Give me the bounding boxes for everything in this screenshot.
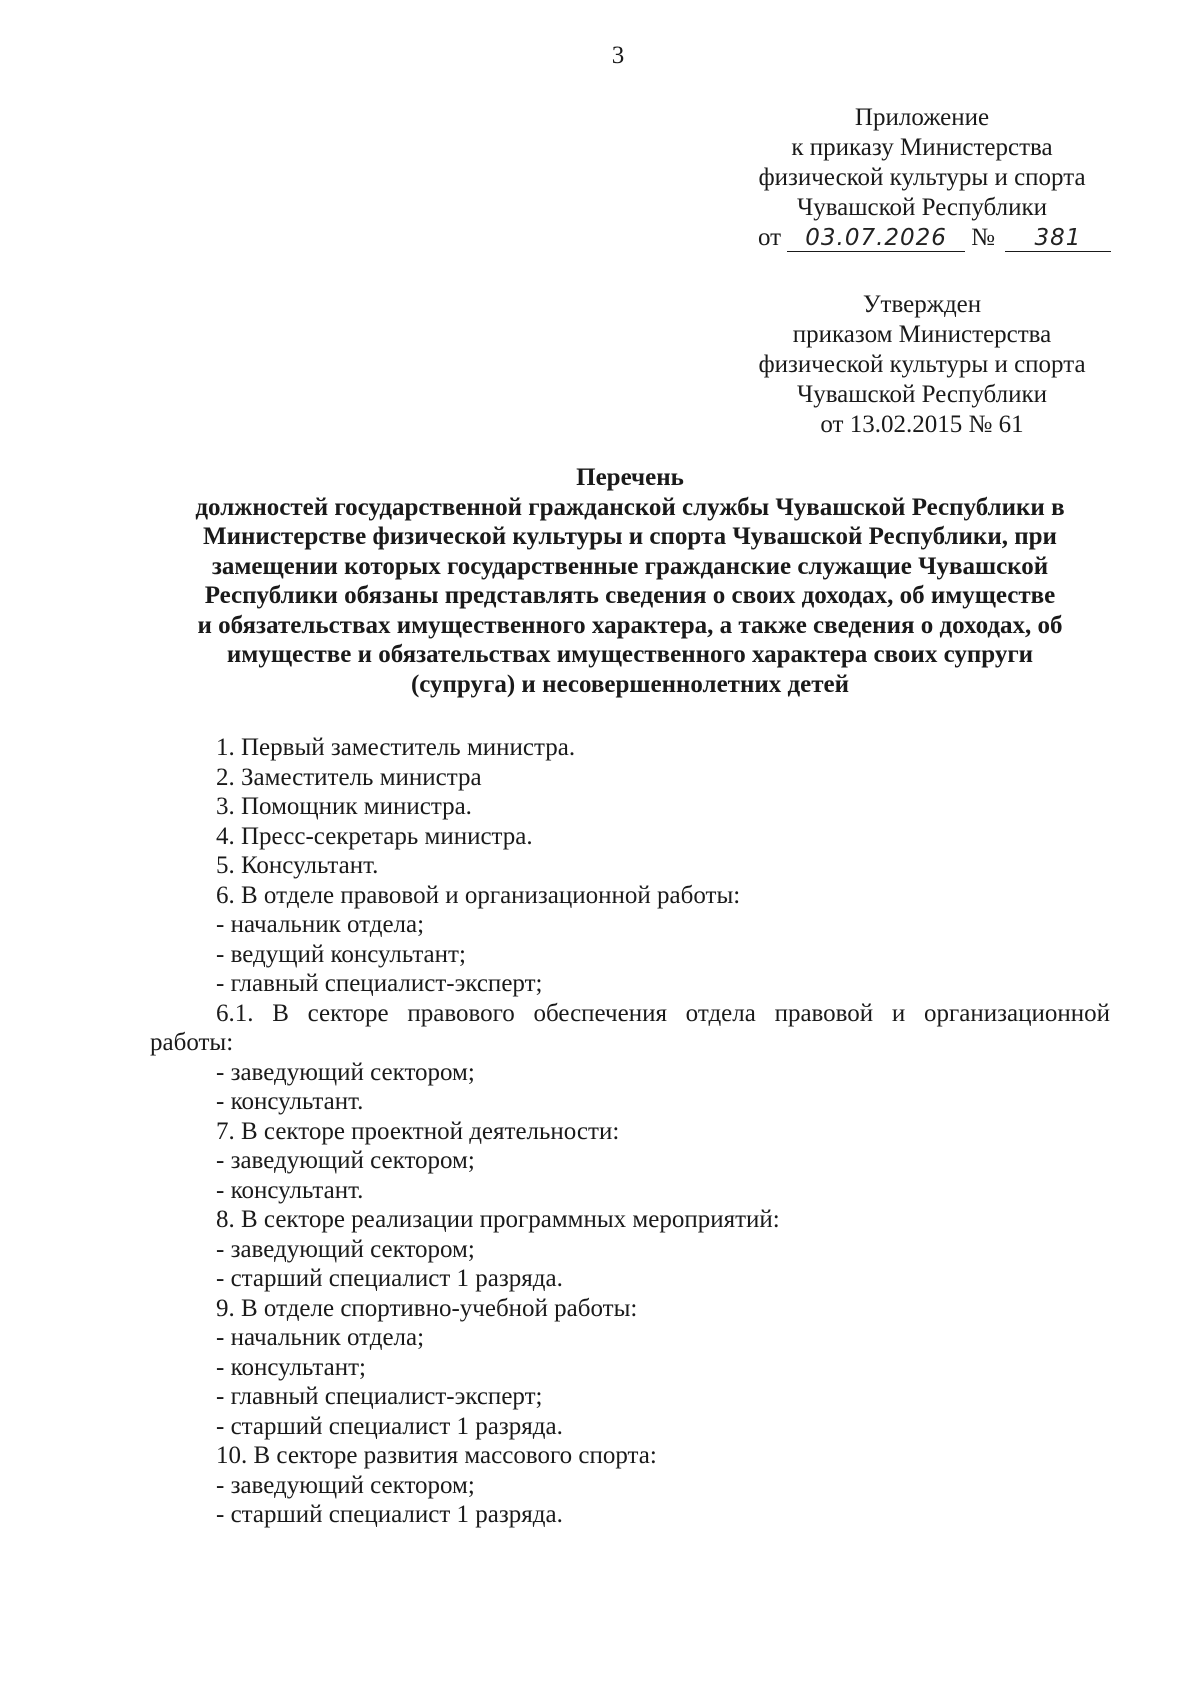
order-number-handwritten: 381: [1005, 225, 1111, 252]
heading-line: (супруга) и несовершеннолетних детей: [410, 670, 850, 698]
heading-title: Перечень: [576, 464, 684, 491]
heading-line: замещении которых государственные гражданские служащие Чувашской: [211, 552, 1049, 580]
order-prefix: от: [758, 224, 782, 251]
list-item: 2. Заместитель министра: [216, 763, 482, 791]
list-item: - заведующий сектором;: [216, 1058, 475, 1086]
heading-line: и обязательствах имущественного характера, а также сведения о доходах, об: [197, 611, 1063, 639]
heading-line: имуществе и обязательствах имущественного характера своих супруги: [226, 641, 1034, 668]
approved-block: [752, 290, 1092, 440]
positions-list: [150, 733, 1110, 1530]
approved-line: Чувашской Республики: [796, 381, 1048, 408]
list-item: - консультант;: [216, 1353, 366, 1381]
appendix-line: Приложение: [854, 104, 990, 131]
list-item: - начальник отдела;: [216, 911, 425, 938]
list-item: - заведующий сектором;: [216, 1147, 475, 1174]
heading-line: Республики обязаны представлять сведения о своих доходах, об имуществе: [204, 582, 1056, 609]
order-reference: [752, 223, 1092, 253]
order-date-handwritten: 03.07.2026: [787, 225, 965, 252]
list-item: - заведующий сектором;: [216, 1235, 475, 1263]
document-heading: [150, 463, 1110, 699]
list-item: 7. В секторе проектной деятельности:: [216, 1117, 620, 1145]
list-item: - старший специалист 1 разряда.: [216, 1501, 563, 1528]
order-number-sign: №: [971, 224, 995, 251]
approved-line: Утвержден: [862, 291, 982, 318]
list-item: - ведущий консультант;: [216, 940, 466, 968]
appendix-block: [752, 103, 1092, 253]
approved-line: приказом Министерства: [792, 321, 1052, 348]
list-item: - старший специалист 1 разряда.: [216, 1412, 563, 1440]
appendix-line: к приказу Министерства: [791, 134, 1053, 161]
list-item: 4. Пресс-секретарь министра.: [216, 822, 533, 850]
list-item: 1. Первый заместитель министра.: [216, 734, 576, 761]
list-item: 6. В отделе правовой и организационной работы:: [216, 881, 741, 909]
appendix-line: физической культуры и спорта: [758, 164, 1086, 191]
list-item: - заведующий сектором;: [216, 1471, 475, 1499]
heading-line: Министерстве физической культуры и спорта Чувашской Республики, при: [203, 523, 1057, 550]
list-item: 9. В отделе спортивно-учебной работы:: [216, 1294, 638, 1322]
list-item: - старший специалист 1 разряда.: [216, 1265, 563, 1292]
heading-line: должностей государственной гражданской службы Чувашской Республики в: [195, 493, 1065, 521]
approved-line: физической культуры и спорта: [758, 351, 1086, 378]
approved-line: от 13.02.2015 № 61: [820, 411, 1024, 438]
page-number: 3: [611, 42, 625, 69]
list-item: 10. В секторе развития массового спорта:: [216, 1442, 657, 1469]
list-item-line: 6.1. В секторе правового обеспечения отдела правовой и организационной: [216, 999, 1110, 1027]
list-item: - консультант.: [216, 1176, 364, 1204]
list-item: - главный специалист-эксперт;: [216, 1383, 543, 1410]
list-item: - начальник отдела;: [216, 1324, 425, 1351]
list-item: 8. В секторе реализации программных мероприятий:: [216, 1206, 780, 1233]
list-item-multiline: [150, 999, 1110, 1029]
list-item: 5. Консультант.: [216, 852, 379, 879]
list-item-continuation: работы:: [150, 1029, 234, 1056]
list-item: - консультант.: [216, 1088, 364, 1115]
list-item: 3. Помощник министра.: [216, 793, 472, 820]
list-item: - главный специалист-эксперт;: [216, 970, 543, 997]
appendix-line: Чувашской Республики: [796, 194, 1048, 221]
